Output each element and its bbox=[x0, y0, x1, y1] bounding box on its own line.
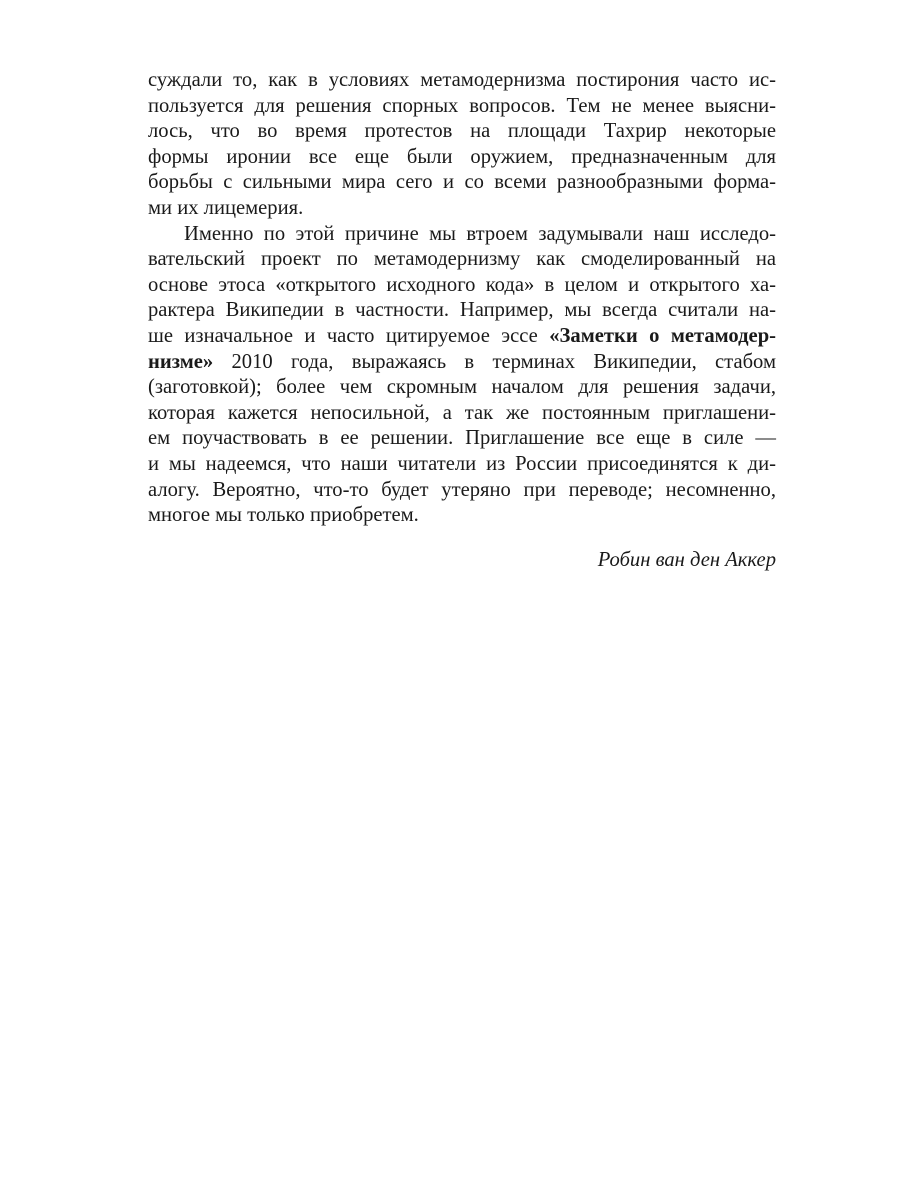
text-line bbox=[148, 350, 776, 376]
text-line: (заготовкой); более чем скромным началом для решения задачи, bbox=[148, 376, 776, 399]
text-line: лось, что во время протестов на площади Тахрир некоторые bbox=[148, 120, 776, 143]
text-line: пользуется для решения спорных вопросов. Тем не менее выясни- bbox=[148, 94, 776, 117]
text-line: вательский проект по метамодернизму как смоделированный на bbox=[148, 248, 776, 271]
text-line: и мы надеемся, что наши читатели из России присоединятся к ди- bbox=[148, 452, 776, 475]
text-line bbox=[148, 324, 776, 350]
text-line: которая кажется непосильной, а так же постоянным приглашени- bbox=[148, 401, 776, 424]
text-run: 2010 года, выражаясь в терминах Википедии, стабом bbox=[213, 350, 776, 373]
text-line: ми их лицемерия. bbox=[148, 196, 304, 219]
text-line: алогу. Вероятно, что-то будет утеряно при переводе; несомненно, bbox=[148, 478, 776, 501]
text-line: ем поучаствовать в ее решении. Приглашение все еще в силе — bbox=[148, 427, 776, 450]
text-line: рактера Википедии в частности. Например, мы всегда считали на- bbox=[148, 299, 776, 322]
text-line: основе этоса «открытого исходного кода» в целом и открытого ха- bbox=[148, 273, 776, 296]
text-line: суждали то, как в условиях метамодернизма постирония часто ис- bbox=[148, 69, 776, 91]
essay-title-part-2: низме» bbox=[148, 350, 214, 373]
text-run: ше изначальное и часто цитируемое эссе bbox=[148, 324, 538, 347]
text-line: Именно по этой причине мы втроем задумывали наш исследо- bbox=[184, 222, 776, 245]
paragraph-2 bbox=[148, 222, 776, 529]
essay-title-part-1: «Заметки о метамодер- bbox=[549, 324, 777, 347]
text-line: формы иронии все еще были оружием, предназначенным для bbox=[148, 145, 776, 168]
author-signature: Робин ван ден Аккер bbox=[597, 549, 776, 571]
page-body bbox=[148, 68, 777, 571]
text-line: многое мы только приобретем. bbox=[148, 504, 419, 527]
text-line: борьбы с сильными мира сего и со всеми разнообразными форма- bbox=[148, 171, 776, 194]
paragraph-1 bbox=[148, 68, 776, 222]
